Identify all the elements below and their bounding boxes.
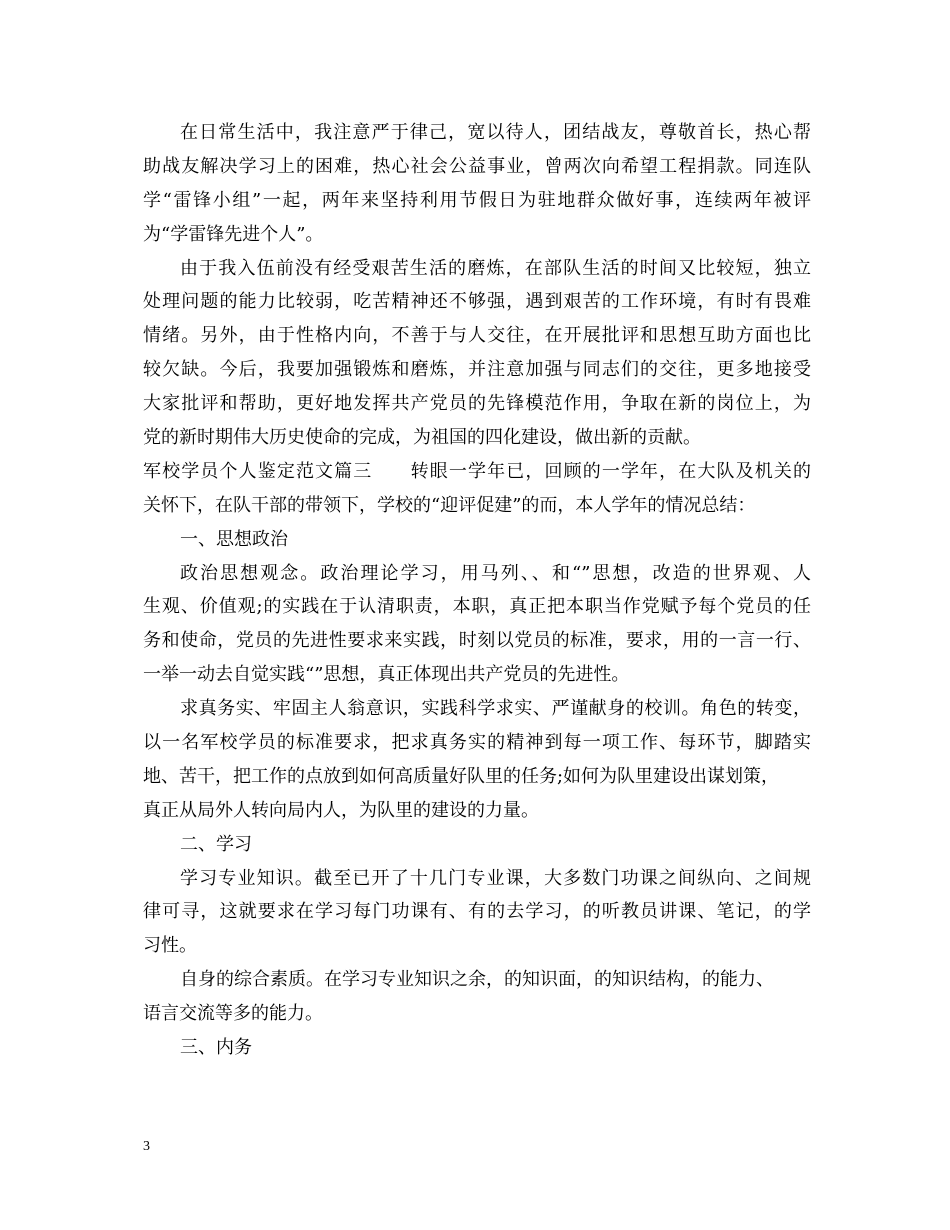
text-line: 关怀下，在队干部的带领下，学校的“迎评促建”的而，本人学年的情况总结： (143, 494, 756, 516)
document-body (143, 116, 811, 1065)
text-line: 为“学雷锋先进个人”。 (143, 223, 324, 245)
text-line: 大家批评和帮助，更好地发挥共产党员的先锋模范作用，争取在新的岗位上，为 (143, 393, 811, 415)
text-line: 较欠缺。今后，我要加强锻炼和磨炼，并注意加强与同志们的交往，更多地接受 (143, 359, 811, 381)
text-line: 处理问题的能力比较弱，吃苦精神还不够强，遇到艰苦的工作环境，有时有畏难 (143, 291, 811, 313)
text-line: 二、学习 (180, 833, 252, 855)
text-line: 生观、价值观;的实践在于认清职责，本职，真正把本职当作党赋予每个党员的任 (143, 596, 811, 618)
text-line: 三、内务 (180, 1037, 252, 1059)
text-line: 一举一动去自觉实践“”思想，真正体现出共产党员的先进性。 (143, 664, 630, 686)
text-line: 自身的综合素质。在学习专业知识之余，的知识面，的知识结构，的能力、 (180, 969, 774, 991)
text-line: 真正从局外人转向局内人，为队里的建设的力量。 (143, 799, 539, 821)
page-number: 3 (143, 1139, 150, 1154)
text-line: 军校学员个人鉴定范文篇三 转眼一学年已，回顾的一学年，在大队及机关的 (143, 460, 811, 482)
text-line: 地、苦干，把工作的点放到如何高质量好队里的任务;如何为队里建设出谋划策， (143, 765, 780, 787)
text-line: 情绪。另外，由于性格内向，不善于与人交往，在开展批评和思想互助方面也比 (143, 325, 811, 347)
text-line: 在日常生活中，我注意严于律己，宽以待人，团结战友，尊敬首长，热心帮 (180, 122, 811, 143)
text-line: 语言交流等多的能力。 (143, 1003, 323, 1025)
text-line: 由于我入伍前没有经受艰苦生活的磨炼，在部队生活的时间又比较短，独立 (180, 257, 811, 279)
text-line: 政治思想观念。政治理论学习，用马列、、和“”思想，改造的世界观、人 (180, 562, 811, 584)
text-line: 律可寻，这就要求在学习每门功课有、有的去学习，的听教员讲课、笔记，的学 (143, 901, 811, 923)
text-line: 习性。 (143, 935, 197, 957)
text-line: 以一名军校学员的标准要求，把求真务实的精神到每一项工作、每环节，脚踏实 (143, 732, 811, 754)
text-line: 求真务实、牢固主人翁意识，实践科学求实、严谨献身的校训。角色的转变， (180, 698, 811, 720)
text-line: 助战友解决学习上的困难，热心社会公益事业，曾两次向希望工程捐款。同连队 (143, 155, 811, 177)
text-line: 学“雷锋小组”一起，两年来坚持利用节假日为驻地群众做好事，连续两年被评 (143, 189, 811, 211)
text-line: 学习专业知识。截至已开了十几门专业课，大多数门功课之间纵向、之间规 (180, 867, 811, 889)
text-line: 党的新时期伟大历史使命的完成，为祖国的四化建设，做出新的贡献。 (143, 427, 701, 449)
text-line: 务和使命，党员的先进性要求来实践，时刻以党员的标准，要求，用的一言一行、 (143, 630, 811, 652)
text-line: 一、思想政治 (180, 528, 288, 550)
